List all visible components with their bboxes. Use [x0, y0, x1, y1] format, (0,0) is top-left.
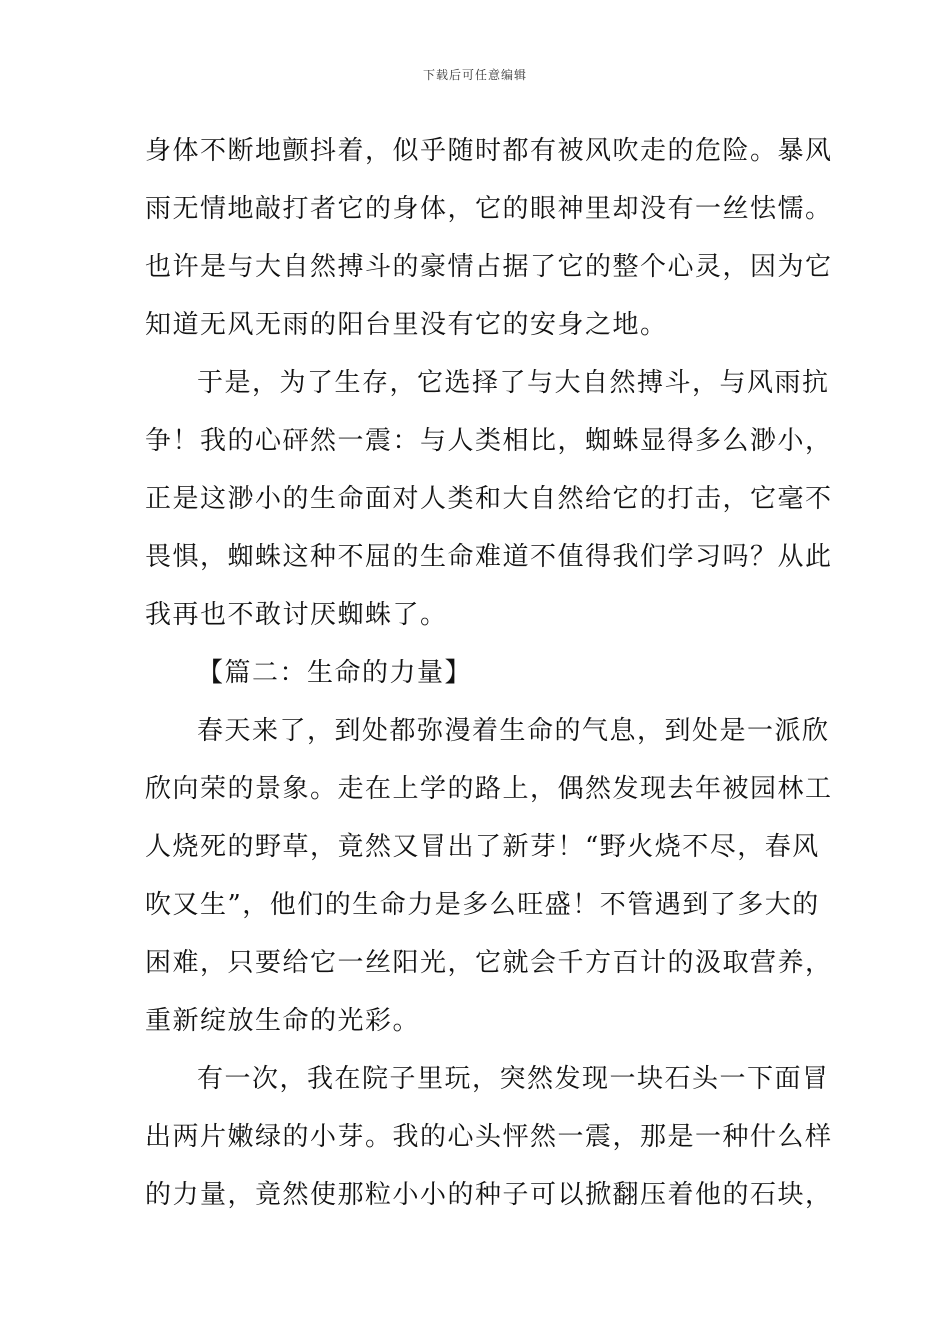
- text-line: 重新绽放生命的光彩。: [145, 1006, 421, 1036]
- text-line: 畏惧，蜘蛛这种不屈的生命难道不值得我们学习吗？从此: [145, 542, 833, 572]
- text-line: 也许是与大自然搏斗的豪情占据了它的整个心灵，因为它: [145, 252, 833, 282]
- text-line: 吹又生”，他们的生命力是多么旺盛！不管遇到了多大的: [145, 890, 820, 920]
- text-line: 知道无风无雨的阳台里没有它的安身之地。: [145, 310, 668, 340]
- document-body: [145, 122, 833, 1224]
- paragraph-first-line: 有一次，我在院子里玩，突然发现一块石头一下面冒: [197, 1064, 830, 1094]
- text-line: 身体不断地颤抖着，似乎随时都有被风吹走的危险。暴风: [145, 136, 833, 166]
- text-line: 我再也不敢讨厌蜘蛛了。: [145, 600, 448, 630]
- text-line: 出两片嫩绿的小芽。我的心头怦然一震，那是一种什么样: [145, 1122, 833, 1152]
- text-line: 困难，只要给它一丝阳光，它就会千方百计的汲取营养，: [145, 948, 833, 978]
- text-line: 的力量，竟然使那粒小小的种子可以掀翻压着他的石块，: [145, 1180, 833, 1210]
- text-line: 人烧死的野草，竟然又冒出了新芽！“野火烧不尽，春风: [145, 832, 820, 862]
- section-heading: 【篇二：生命的力量】: [197, 658, 473, 688]
- paragraph-first-line: 于是，为了生存，它选择了与大自然搏斗，与风雨抗: [197, 368, 830, 398]
- paragraph-first-line: 春天来了，到处都弥漫着生命的气息，到处是一派欣: [197, 716, 830, 746]
- page-header: 下载后可任意编辑: [422, 68, 527, 82]
- text-line: 争！我的心砰然一震：与人类相比，蜘蛛显得多么渺小，: [145, 426, 833, 456]
- text-line: 正是这渺小的生命面对人类和大自然给它的打击，它毫不: [145, 484, 833, 514]
- text-line: 雨无情地敲打者它的身体，它的眼神里却没有一丝怯懦。: [145, 194, 833, 224]
- text-line: 欣向荣的景象。走在上学的路上，偶然发现去年被园林工: [145, 774, 833, 804]
